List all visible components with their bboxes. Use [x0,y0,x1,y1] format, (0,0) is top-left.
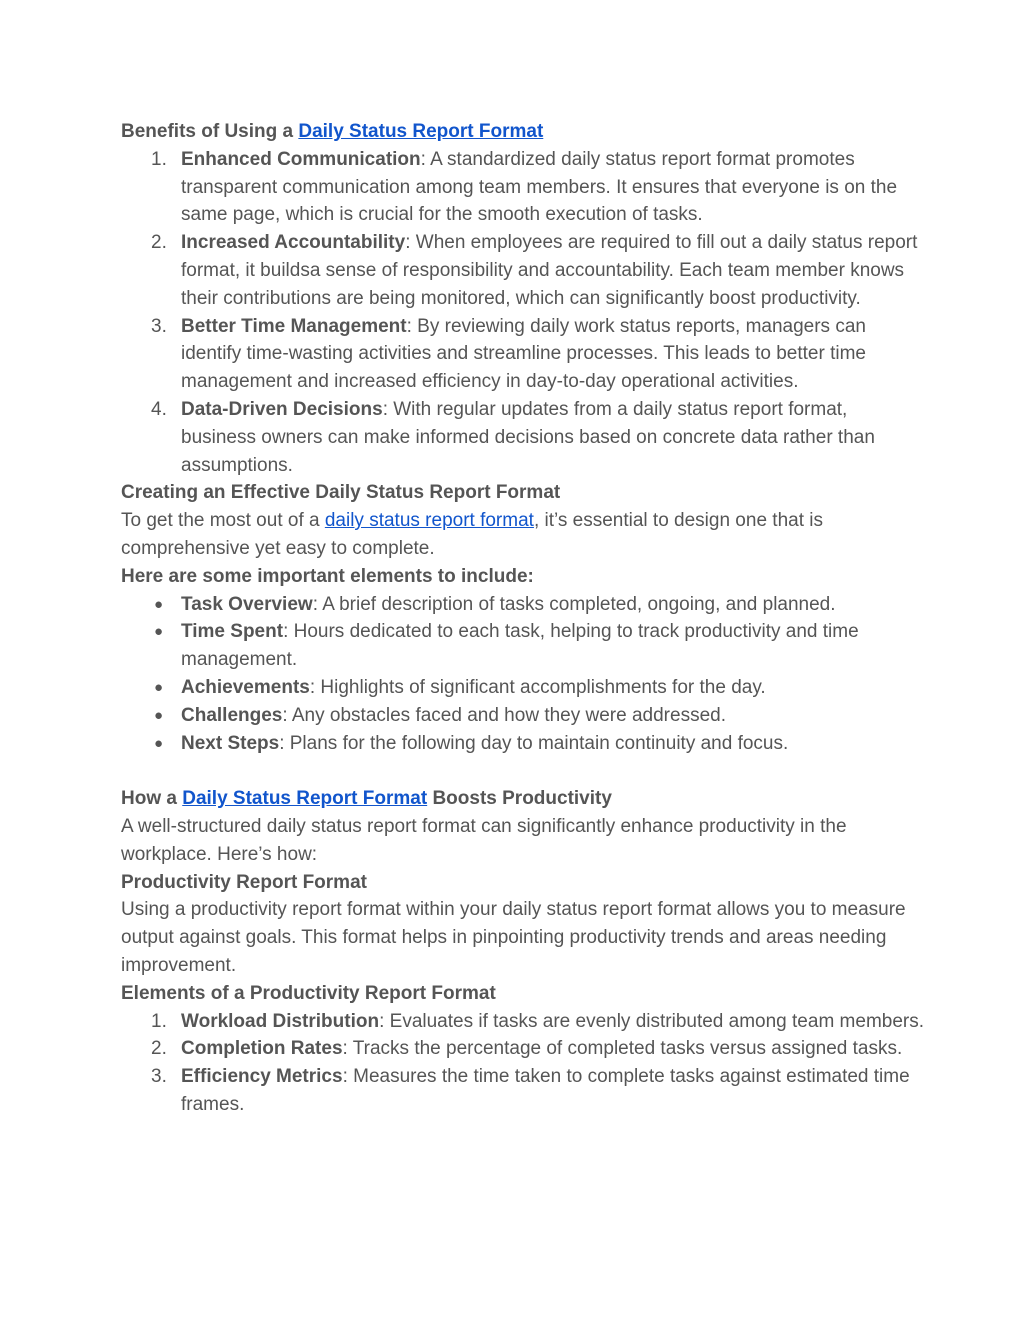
benefits-list [121,146,924,480]
boosts-paragraph: A well-structured daily status report format can significantly enhance productivity in the workplace. Here’s how: [121,815,847,865]
list-item [121,313,924,396]
item-text: : Plans for the following day to maintain continuity and focus. [279,732,789,754]
list-item [121,618,924,674]
item-text: : By reviewing daily work status reports, managers can identify time-wasting activities and streamline processes. This leads to better time management and increased efficiency in day-to-day operational activities. [181,315,867,393]
elements-subheading: Here are some important elements to include: [121,565,534,587]
bullet-icon: ● [154,706,164,724]
blank-line [121,757,924,785]
item-term: Challenges [181,704,283,726]
list-item [121,229,924,312]
daily-status-report-link[interactable]: Daily Status Report Format [298,121,544,142]
item-term: Next Steps [181,732,280,754]
item-text: : Hours dedicated to each task, helping to track productivity and time management. [181,621,859,671]
item-term: Completion Rates [181,1038,343,1060]
item-term: Time Spent [181,621,284,643]
list-number: 3. [151,315,167,337]
creating-heading: Creating an Effective Daily Status Report Format [121,482,561,504]
list-number: 2. [151,1038,167,1060]
item-text: : Tracks the percentage of completed tasks versus assigned tasks. [342,1038,903,1060]
list-item [121,1035,924,1063]
item-text: : Evaluates if tasks are evenly distributed among team members. [379,1010,925,1032]
item-text: : Measures the time taken to complete tasks against estimated time frames. [181,1066,910,1115]
list-item [121,1008,924,1036]
heading-text: Benefits of Using a [121,121,299,142]
productivity-elements-list [121,1008,924,1119]
item-text: : A brief description of tasks completed, ongoing, and planned. [312,593,836,615]
bullet-icon: ● [154,678,164,696]
productivity-elements-subheading: Elements of a Productivity Report Format [121,982,496,1004]
elements-list [121,591,924,758]
daily-status-report-link-2[interactable]: Daily Status Report Format [182,788,428,810]
item-text: : A standardized daily status report format promotes transparent communication among team members. It ensures that everyone is on the same page, which is crucial for the smooth execution of tasks. [181,148,898,226]
bullet-icon: ● [154,623,164,641]
item-term: Enhanced Communication [181,148,421,170]
item-term: Increased Accountability [181,232,406,254]
list-item [121,730,924,758]
bullet-icon: ● [154,595,164,613]
productivity-subheading: Productivity Report Format [121,871,367,893]
list-item [121,146,924,229]
list-number: 1. [151,1010,167,1032]
heading-text: Boosts Productivity [427,788,612,810]
list-item [121,591,924,619]
list-number: 1. [151,148,167,170]
item-text: : Highlights of significant accomplishments for the day. [309,676,766,698]
list-number: 2. [151,232,167,254]
list-item [121,396,924,479]
bullet-icon: ● [154,734,164,752]
list-number: 3. [151,1066,167,1088]
heading-text: How a [121,788,183,810]
item-term: Workload Distribution [181,1010,380,1032]
boosts-heading [121,785,924,813]
list-item [121,1063,924,1119]
item-text: : When employees are required to fill out a daily status report format, it buildsa sense of responsibility and accountability. Each team member knows their contributions are being monitored, which can significantly boost productivity. [181,232,918,309]
list-number: 4. [151,398,167,420]
creating-paragraph [121,507,924,563]
item-term: Data-Driven Decisions [181,398,383,420]
para-text: , it’s essential to design one that is comprehensive yet easy to complete. [121,510,823,559]
item-text: : With regular updates from a daily status report format, business owners can make informed decisions based on concrete data rather than assumptions. [181,398,875,476]
para-text: To get the most out of a [121,510,325,532]
item-term: Achievements [181,676,310,698]
item-text: : Any obstacles faced and how they were addressed. [282,704,726,726]
benefits-heading [121,118,924,146]
daily-status-report-inline-link[interactable]: daily status report format [324,510,534,532]
item-term: Task Overview [181,593,313,615]
item-term: Efficiency Metrics [181,1066,343,1088]
productivity-paragraph: Using a productivity report format within your daily status report format allows you to measure output against goals. This format helps in pinpointing productivity trends and areas needing improvement. [121,899,906,976]
list-item [121,702,924,730]
list-item [121,674,924,702]
item-term: Better Time Management [181,315,407,337]
